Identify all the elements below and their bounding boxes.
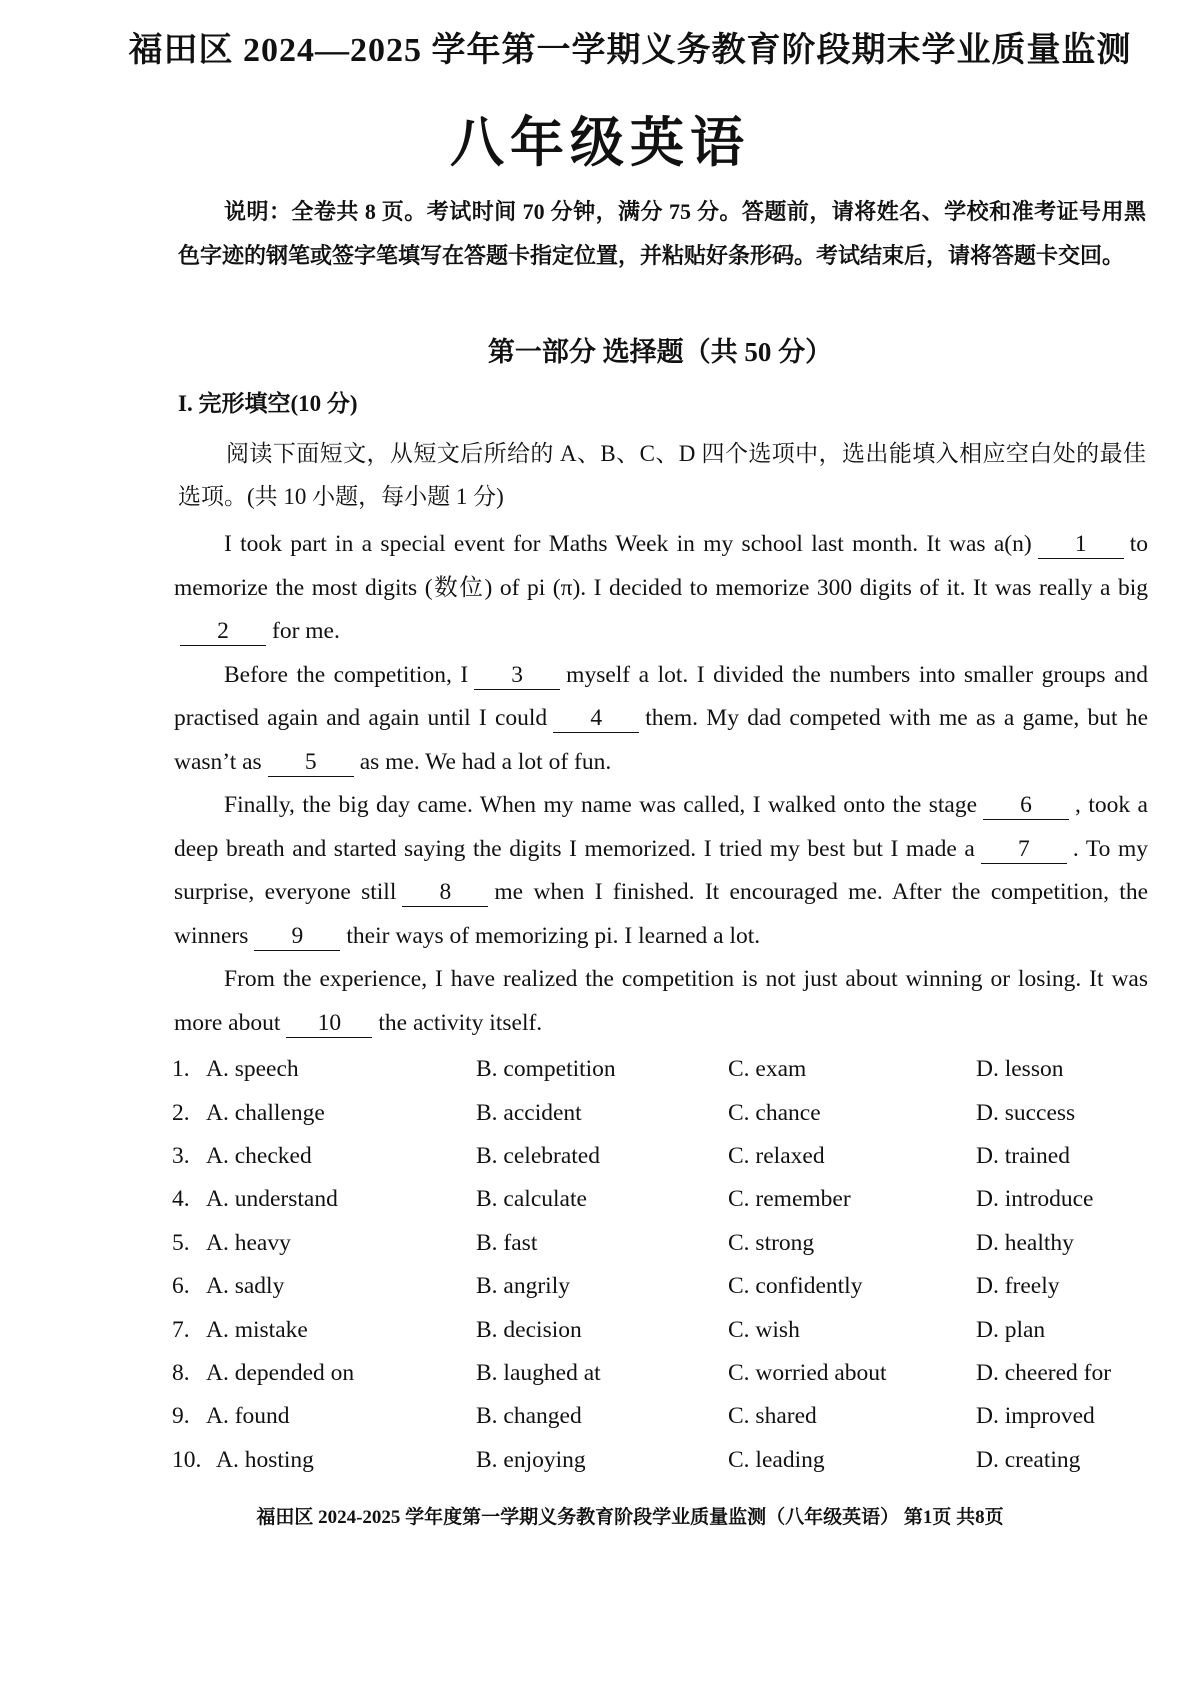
option-b: B. competition xyxy=(476,1056,616,1083)
passage-text: as me. We had a lot of fun. xyxy=(359,748,612,775)
cloze-passage xyxy=(174,523,1148,1045)
section-title: I. 完形填空(10 分) xyxy=(178,391,358,416)
question-number: 7. xyxy=(172,1316,190,1343)
passage-text: them. My dad competed with me as a game, but he wasn’t as xyxy=(174,705,1148,775)
passage-text: Before the competition, I xyxy=(224,661,469,688)
passage-text: the activity itself. xyxy=(378,1009,543,1036)
option-d: D. lesson xyxy=(976,1056,1064,1083)
option-d: D. plan xyxy=(976,1316,1046,1343)
passage-paragraph-2 xyxy=(174,654,1148,785)
question-row xyxy=(172,1308,1152,1351)
blank-3: 3 xyxy=(474,661,560,690)
question-number: 1. xyxy=(172,1056,190,1083)
option-c: C. confidently xyxy=(728,1273,863,1300)
option-d: D. trained xyxy=(976,1142,1070,1169)
passage-text: me when I finished. It encouraged me. After the competition, the winners xyxy=(174,879,1149,949)
option-b: B. fast xyxy=(476,1229,538,1256)
option-d: D. introduce xyxy=(976,1186,1094,1213)
passage-text: their ways of memorizing pi. I learned a lot. xyxy=(346,922,761,949)
page-footer: 福田区 2024-2025 学年度第一学期义务教育阶段学业质量监测（八年级英语） 第1页 共8页 xyxy=(256,1507,1004,1528)
exam-header: 福田区 2024—2025 学年第一学期义务教育阶段期末学业质量监测 xyxy=(128,32,1132,69)
option-d: D. success xyxy=(976,1099,1076,1126)
answer-options xyxy=(172,1048,1152,1482)
question-row xyxy=(172,1222,1152,1265)
question-number: 2. xyxy=(172,1099,190,1126)
passage-text: myself a lot. I divided the numbers into smaller groups and practised again and again until I could xyxy=(174,661,1149,731)
option-c: C. remember xyxy=(728,1186,851,1213)
blank-2: 2 xyxy=(180,617,266,646)
question-row xyxy=(172,1091,1152,1134)
exam-instructions: 说明：全卷共 8 页。考试时间 70 分钟，满分 75 分。答题前，请将姓名、学校和准考证号用黑色字迹的钢笔或签字笔填写在答题卡指定位置，并粘贴好条形码。考试结束后，请将答题卡交回。 xyxy=(178,199,1146,268)
option-d: D. creating xyxy=(976,1446,1081,1473)
passage-text: to memorize the most digits (数位) of pi (π). I decided to memorize 300 digits of it. It was really a big xyxy=(174,531,1148,601)
blank-8: 8 xyxy=(402,878,488,907)
option-b: B. celebrated xyxy=(476,1142,600,1169)
question-row xyxy=(172,1352,1152,1395)
option-b: B. calculate xyxy=(476,1186,587,1213)
question-number: 8. xyxy=(172,1359,190,1386)
question-row xyxy=(172,1048,1152,1091)
question-number: 5. xyxy=(172,1229,190,1256)
blank-10: 10 xyxy=(286,1009,372,1038)
option-a: A. depended on xyxy=(206,1359,355,1386)
option-d: D. healthy xyxy=(976,1229,1074,1256)
passage-text: Finally, the big day came. When my name was called, I walked onto the stage xyxy=(224,792,977,818)
option-b: B. enjoying xyxy=(476,1446,586,1473)
option-a: A. sadly xyxy=(206,1273,285,1300)
option-c: C. shared xyxy=(728,1403,817,1430)
blank-1: 1 xyxy=(1038,530,1124,559)
option-a: A. mistake xyxy=(206,1316,308,1343)
option-d: D. freely xyxy=(976,1273,1060,1300)
passage-text: I took part in a special event for Maths Week in my school last month. It was a(n) xyxy=(224,531,1032,557)
passage-text: , took a deep breath and started saying the digits I memorized. I tried my best but I made a xyxy=(174,792,1148,862)
blank-5: 5 xyxy=(268,748,354,777)
passage-paragraph-3 xyxy=(174,784,1148,958)
question-number: 9. xyxy=(172,1403,190,1430)
page-title: 八年级英语 xyxy=(450,113,750,173)
question-number: 10. xyxy=(172,1446,202,1473)
question-row xyxy=(172,1439,1152,1482)
option-c: C. worried about xyxy=(728,1359,887,1386)
question-row xyxy=(172,1178,1152,1221)
blank-7: 7 xyxy=(981,835,1067,864)
part-title: 第一部分 选择题（共 50 分） xyxy=(487,337,833,367)
option-c: C. strong xyxy=(728,1229,815,1256)
option-b: B. decision xyxy=(476,1316,582,1343)
option-a: A. understand xyxy=(206,1186,338,1213)
blank-6: 6 xyxy=(983,791,1069,820)
blank-9: 9 xyxy=(254,922,340,951)
passage-paragraph-4 xyxy=(174,958,1148,1045)
option-c: C. exam xyxy=(728,1056,807,1083)
option-c: C. wish xyxy=(728,1316,800,1343)
option-b: B. changed xyxy=(476,1403,582,1430)
option-c: C. relaxed xyxy=(728,1142,825,1169)
question-row xyxy=(172,1135,1152,1178)
question-number: 4. xyxy=(172,1186,190,1213)
passage-text: From the experience, I have realized the competition is not just about winning or losing. It was more about xyxy=(174,966,1148,1036)
question-row xyxy=(172,1265,1152,1308)
option-a: A. heavy xyxy=(206,1229,291,1256)
question-number: 3. xyxy=(172,1142,190,1169)
option-a: A. speech xyxy=(206,1056,299,1083)
option-d: D. cheered for xyxy=(976,1359,1112,1386)
question-row xyxy=(172,1395,1152,1438)
option-a: A. challenge xyxy=(206,1099,325,1126)
option-b: B. angrily xyxy=(476,1273,570,1300)
question-number: 6. xyxy=(172,1273,190,1300)
passage-text: . To my surprise, everyone still xyxy=(174,835,1148,905)
section-directions: 阅读下面短文，从短文后所给的 A、B、C、D 四个选项中，选出能填入相应空白处的最佳选项。(共 10 小题，每小题 1 分) xyxy=(178,441,1146,509)
option-c: C. leading xyxy=(728,1446,825,1473)
option-a: A. found xyxy=(206,1403,290,1430)
option-c: C. chance xyxy=(728,1099,821,1126)
option-a: A. hosting xyxy=(216,1446,314,1473)
option-a: A. checked xyxy=(206,1142,312,1169)
blank-4: 4 xyxy=(553,704,639,733)
passage-paragraph-1 xyxy=(174,523,1148,654)
option-b: B. accident xyxy=(476,1099,582,1126)
option-d: D. improved xyxy=(976,1403,1095,1430)
passage-text: for me. xyxy=(272,618,340,644)
option-b: B. laughed at xyxy=(476,1359,601,1386)
